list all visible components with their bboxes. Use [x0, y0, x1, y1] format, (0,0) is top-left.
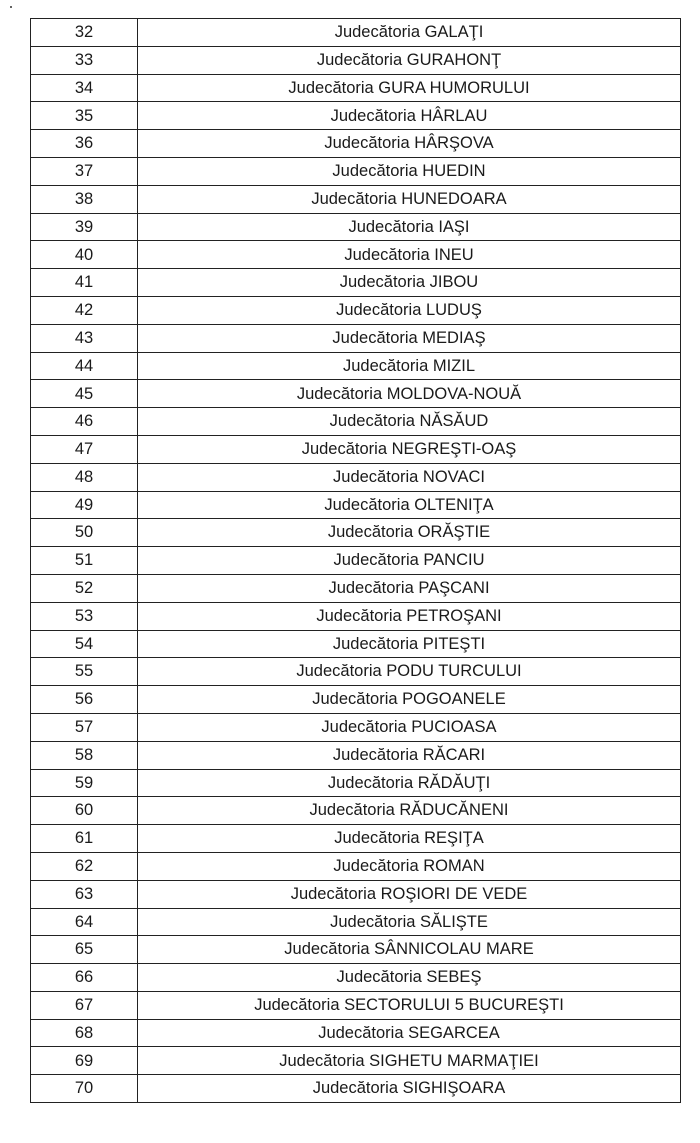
- table-row: [31, 769, 681, 797]
- row-number: 53: [31, 602, 138, 630]
- row-number: 46: [31, 408, 138, 436]
- row-number: 55: [31, 658, 138, 686]
- court-name: Judecătoria GURAHONŢ: [138, 46, 681, 74]
- table-row: [31, 686, 681, 714]
- table-row: [31, 241, 681, 269]
- row-number: 49: [31, 491, 138, 519]
- table-row: [31, 964, 681, 992]
- court-name: Judecătoria HÂRLAU: [138, 102, 681, 130]
- table-row: [31, 602, 681, 630]
- row-number: 59: [31, 769, 138, 797]
- court-name: Judecătoria SÂNNICOLAU MARE: [138, 936, 681, 964]
- court-name: Judecătoria SĂLIŞTE: [138, 908, 681, 936]
- table-row: [31, 574, 681, 602]
- row-number: 67: [31, 991, 138, 1019]
- court-name: Judecătoria INEU: [138, 241, 681, 269]
- row-number: 70: [31, 1075, 138, 1103]
- table-row: [31, 269, 681, 297]
- court-name: Judecătoria GURA HUMORULUI: [138, 74, 681, 102]
- table-row: [31, 547, 681, 575]
- table-row: [31, 936, 681, 964]
- court-name: Judecătoria PANCIU: [138, 547, 681, 575]
- court-name: Judecătoria NEGREŞTI-OAŞ: [138, 435, 681, 463]
- row-number: 37: [31, 157, 138, 185]
- table-row: [31, 102, 681, 130]
- court-name: Judecătoria IAŞI: [138, 213, 681, 241]
- table-row: [31, 213, 681, 241]
- row-number: 33: [31, 46, 138, 74]
- courts-table-body: [31, 19, 681, 1103]
- court-name: Judecătoria ORĂŞTIE: [138, 519, 681, 547]
- court-name: Judecătoria RĂDĂUŢI: [138, 769, 681, 797]
- row-number: 32: [31, 19, 138, 47]
- table-row: [31, 1019, 681, 1047]
- row-number: 36: [31, 130, 138, 158]
- row-number: 66: [31, 964, 138, 992]
- table-row: [31, 435, 681, 463]
- court-name: Judecătoria PITEŞTI: [138, 630, 681, 658]
- row-number: 47: [31, 435, 138, 463]
- table-row: [31, 630, 681, 658]
- court-name: Judecătoria HÂRŞOVA: [138, 130, 681, 158]
- court-name: Judecătoria HUNEDOARA: [138, 185, 681, 213]
- table-row: [31, 1047, 681, 1075]
- court-name: Judecătoria PUCIOASA: [138, 713, 681, 741]
- row-number: 65: [31, 936, 138, 964]
- table-row: [31, 19, 681, 47]
- row-number: 41: [31, 269, 138, 297]
- row-number: 54: [31, 630, 138, 658]
- row-number: 45: [31, 380, 138, 408]
- row-number: 60: [31, 797, 138, 825]
- row-number: 38: [31, 185, 138, 213]
- court-name: Judecătoria LUDUŞ: [138, 296, 681, 324]
- row-number: 44: [31, 352, 138, 380]
- court-name: Judecătoria SEBEŞ: [138, 964, 681, 992]
- table-row: [31, 713, 681, 741]
- court-name: Judecătoria MIZIL: [138, 352, 681, 380]
- court-name: Judecătoria POGOANELE: [138, 686, 681, 714]
- row-number: 52: [31, 574, 138, 602]
- row-number: 50: [31, 519, 138, 547]
- court-name: Judecătoria SEGARCEA: [138, 1019, 681, 1047]
- row-number: 48: [31, 463, 138, 491]
- court-name: Judecătoria PETROŞANI: [138, 602, 681, 630]
- row-number: 43: [31, 324, 138, 352]
- table-row: [31, 46, 681, 74]
- court-name: Judecătoria PODU TURCULUI: [138, 658, 681, 686]
- table-row: [31, 380, 681, 408]
- row-number: 62: [31, 852, 138, 880]
- table-row: [31, 852, 681, 880]
- table-row: [31, 157, 681, 185]
- row-number: 68: [31, 1019, 138, 1047]
- table-row: [31, 408, 681, 436]
- court-name: Judecătoria PAŞCANI: [138, 574, 681, 602]
- court-name: Judecătoria NĂSĂUD: [138, 408, 681, 436]
- court-name: Judecătoria ROMAN: [138, 852, 681, 880]
- table-row: [31, 1075, 681, 1103]
- table-row: [31, 797, 681, 825]
- table-row: [31, 491, 681, 519]
- court-name: Judecătoria JIBOU: [138, 269, 681, 297]
- row-number: 56: [31, 686, 138, 714]
- row-number: 61: [31, 825, 138, 853]
- table-row: [31, 658, 681, 686]
- table-row: [31, 74, 681, 102]
- row-number: 35: [31, 102, 138, 130]
- row-number: 42: [31, 296, 138, 324]
- court-name: Judecătoria RĂDUCĂNENI: [138, 797, 681, 825]
- court-name: Judecătoria NOVACI: [138, 463, 681, 491]
- row-number: 34: [31, 74, 138, 102]
- table-row: [31, 463, 681, 491]
- table-row: [31, 185, 681, 213]
- table-row: [31, 130, 681, 158]
- table-row: [31, 352, 681, 380]
- row-number: 58: [31, 741, 138, 769]
- table-row: [31, 908, 681, 936]
- table-row: [31, 825, 681, 853]
- courts-table: [30, 18, 681, 1103]
- court-name: Judecătoria OLTENIŢA: [138, 491, 681, 519]
- court-name: Judecătoria ROŞIORI DE VEDE: [138, 880, 681, 908]
- scan-speck: [10, 6, 12, 8]
- table-row: [31, 296, 681, 324]
- row-number: 63: [31, 880, 138, 908]
- court-name: Judecătoria GALAŢI: [138, 19, 681, 47]
- court-name: Judecătoria SIGHETU MARMAŢIEI: [138, 1047, 681, 1075]
- court-name: Judecătoria RĂCARI: [138, 741, 681, 769]
- court-name: Judecătoria SECTORULUI 5 BUCUREŞTI: [138, 991, 681, 1019]
- row-number: 57: [31, 713, 138, 741]
- court-name: Judecătoria MOLDOVA-NOUĂ: [138, 380, 681, 408]
- court-name: Judecătoria SIGHIŞOARA: [138, 1075, 681, 1103]
- table-row: [31, 880, 681, 908]
- table-row: [31, 991, 681, 1019]
- court-name: Judecătoria REŞIŢA: [138, 825, 681, 853]
- court-name: Judecătoria HUEDIN: [138, 157, 681, 185]
- table-row: [31, 324, 681, 352]
- row-number: 39: [31, 213, 138, 241]
- row-number: 64: [31, 908, 138, 936]
- court-name: Judecătoria MEDIAŞ: [138, 324, 681, 352]
- row-number: 40: [31, 241, 138, 269]
- table-row: [31, 519, 681, 547]
- row-number: 51: [31, 547, 138, 575]
- row-number: 69: [31, 1047, 138, 1075]
- table-row: [31, 741, 681, 769]
